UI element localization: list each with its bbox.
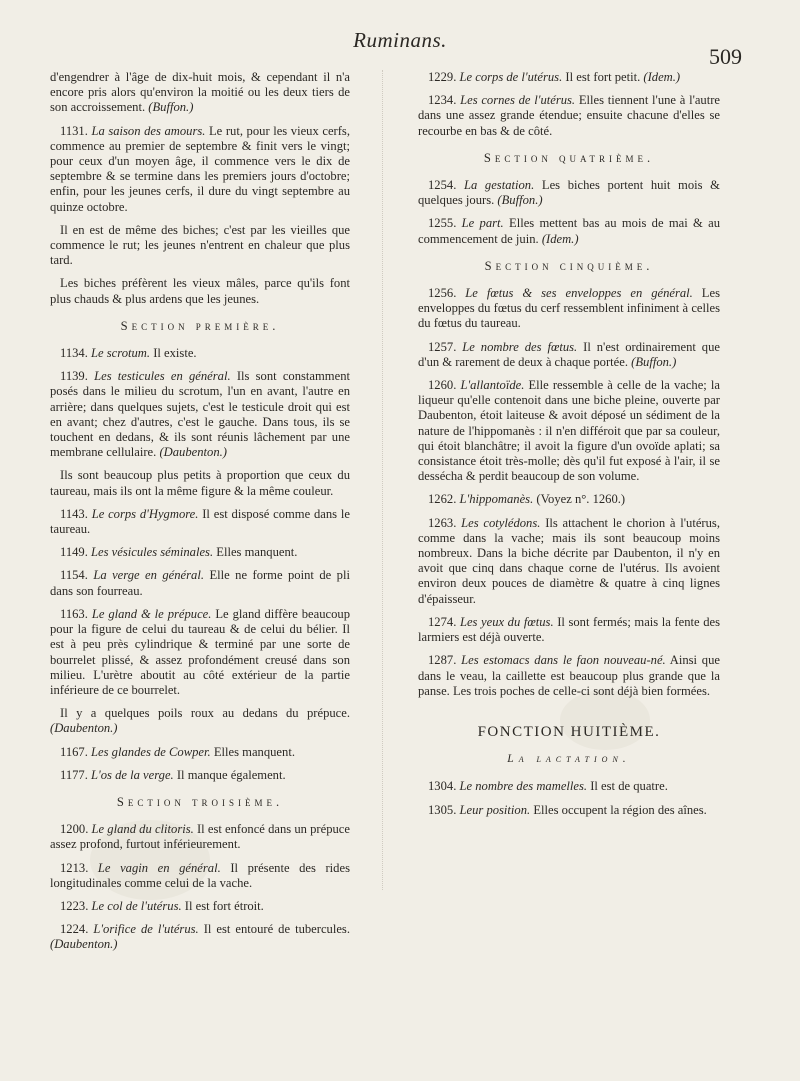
entry-title: Le vagin en général.	[97, 860, 221, 875]
page-header	[0, 22, 800, 69]
entry-number: 1223.	[60, 898, 89, 913]
entry-number: 1304.	[428, 779, 457, 794]
subsection-heading: La lactation.	[507, 753, 631, 766]
entry-paragraph	[418, 779, 720, 794]
entry-text: Il n'est ordinairement que d'un & rarement de deux à chaque portée.	[418, 339, 720, 369]
entry-title: La saison des amours.	[91, 123, 206, 138]
entry-text: Il est entouré de tubercules.	[203, 922, 350, 937]
right-column	[418, 70, 720, 826]
section-heading: Section troisième.	[116, 794, 284, 809]
entry-text: Il est fort étroit.	[184, 898, 264, 913]
entry-text: Il en est de même des biches; c'est par les vieilles que commence le rut; les jeunes n'entrent en chaleur que plus tard.	[50, 222, 350, 268]
entry-title: Le scrotum.	[91, 346, 151, 361]
entry-paragraph	[50, 745, 350, 760]
entry-paragraph	[50, 922, 350, 952]
entry-number: 1131.	[60, 123, 88, 138]
entry-title: Les testicules en général.	[94, 369, 231, 384]
section-heading: Section première.	[120, 318, 280, 333]
entry-text: Le rut, pour les vieux cerfs, commence au premier de septembre & finit vers le vingt; pour ceux d'un moyen âge, il commence vers le dix de septembre & se termine dans les premiers jours d'octobre; enfin, pour les jeunes cerfs, il dure du vingt septembre au quinze octobre.	[50, 123, 350, 214]
entry-paragraph	[50, 124, 350, 215]
entry-paragraph	[50, 568, 350, 598]
entry-number: 1254.	[428, 178, 457, 193]
entry-paragraph	[50, 276, 350, 306]
entry-text: Elles occupent la région des aînes.	[533, 802, 707, 817]
entry-title: Les glandes de Cowper.	[91, 744, 211, 759]
entry-text: Les biches portent huit mois & quelques jours.	[418, 178, 720, 208]
entry-text: Les enveloppes du fœtus du cerf ressemblent infiniment à celles du fœtus du taureau.	[418, 286, 720, 331]
entry-title: L'orifice de l'utérus.	[93, 922, 199, 937]
entry-paragraph	[418, 378, 720, 484]
entry-paragraph	[50, 607, 350, 698]
entry-title: L'hippomanès.	[459, 492, 534, 507]
entry-text: Elles manquent.	[216, 545, 298, 560]
entry-paragraph	[418, 286, 720, 332]
entry-paragraph	[418, 803, 720, 818]
entry-title: Les cotylédons.	[461, 515, 541, 530]
entry-text: Ils sont constamment posés dans le milieu du scrotum, l'un en avant, l'autre en arrière; dans quelques sujets, c'est le testicule droit qui est en avant; chez d'autres, c'est le gauche. Dans tous, ils se touchent en dedans, & ils sont réunis lâchement par une membrane cellulaire.	[50, 369, 350, 460]
entry-number: 1224.	[60, 922, 89, 937]
entry-paragraph	[418, 70, 720, 85]
entry-number: 1163.	[60, 606, 88, 621]
entry-paragraph	[50, 861, 350, 891]
entry-paragraph	[418, 615, 720, 645]
entry-text: Il sont fermés; mais la fente des larmiers est déjà ouverte.	[418, 614, 720, 645]
entry-paragraph	[50, 507, 350, 537]
entry-paragraph	[50, 768, 350, 783]
entry-text: Il présente des rides longitudinales comme celui de la vache.	[50, 860, 350, 890]
entry-title: Le part.	[461, 216, 504, 231]
section-heading: Section cinquième.	[484, 258, 654, 273]
entry-paragraph	[50, 822, 350, 852]
citation: (Daubenton.)	[50, 937, 118, 952]
entry-number: 1154.	[60, 568, 88, 583]
entry-paragraph	[418, 653, 720, 699]
entry-paragraph	[418, 340, 720, 370]
entry-paragraph	[418, 516, 720, 607]
entry-number: 1177.	[60, 767, 88, 782]
entry-number: 1167.	[60, 744, 88, 759]
entry-paragraph	[50, 346, 350, 361]
entry-title: Le corps de l'utérus.	[459, 70, 563, 84]
entry-number: 1229.	[428, 70, 457, 84]
citation: (Daubenton.)	[50, 721, 118, 736]
entry-paragraph	[418, 93, 720, 139]
entry-paragraph	[50, 468, 350, 498]
running-head: Ruminans.	[353, 28, 447, 52]
citation: (Buffon.)	[148, 100, 194, 115]
entry-text: d'engendrer à l'âge de dix-huit mois, & cependant il n'a encore pris alors qu'environ la moitié ou les deux tiers de son accroissement.	[50, 70, 350, 115]
entry-number: 1257.	[428, 339, 457, 354]
entry-paragraph	[418, 216, 720, 246]
entry-text: Elles manquent.	[213, 744, 295, 759]
citation: (Buffon.)	[497, 193, 543, 208]
entry-text: Elles mettent bas au mois de mai & au commencement de juin.	[418, 216, 721, 246]
entry-paragraph	[50, 223, 350, 269]
entry-title: Les vésicules séminales.	[91, 545, 214, 560]
citation: (Idem.)	[541, 231, 579, 246]
entry-text: Il est fort petit.	[565, 70, 641, 84]
entry-title: L'os de la verge.	[91, 767, 174, 782]
entry-number: 1213.	[60, 860, 89, 875]
citation: (Buffon.)	[631, 354, 677, 369]
entry-text: Il y a quelques poils roux au dedans du prépuce.	[60, 706, 350, 721]
entry-paragraph	[418, 492, 720, 507]
entry-title: Les cornes de l'utérus.	[460, 93, 576, 108]
entry-paragraph	[50, 706, 350, 736]
entry-text: Les biches préfèrent les vieux mâles, parce qu'ils font plus chauds & plus ardens que les jeunes.	[50, 276, 350, 306]
entry-number: 1305.	[428, 802, 457, 817]
entry-text: Il existe.	[153, 346, 197, 361]
entry-number: 1260.	[428, 378, 457, 393]
entry-title: Le col de l'utérus.	[91, 898, 182, 913]
entry-paragraph	[50, 70, 350, 116]
entry-text: Il est enfoncé dans un prépuce assez profond, furtout inférieurement.	[50, 822, 350, 852]
entry-text: Le gland diffère beaucoup pour la figure de celui du taureau & de celui du bélier. Il est à peu près cylindrique & terminé par une sorte de bourrelet plissé, & assez profondément creusé dans son milieu. L'urètre aboutit au côté extérieur de la partie inférieure de ce bourrelet.	[50, 606, 350, 697]
entry-number: 1274.	[428, 614, 457, 629]
entry-number: 1256.	[428, 286, 457, 301]
entry-title: Le gland & le prépuce.	[91, 606, 212, 621]
entry-number: 1149.	[60, 545, 88, 560]
entry-paragraph	[50, 369, 350, 460]
page-number: 509	[709, 44, 742, 69]
section-heading: Section quatrième.	[483, 150, 655, 165]
entry-text: Elles tiennent l'une à l'autre dans une assez grande étendue; ensuite chacune d'elles se recourbe en bas & de côté.	[418, 93, 721, 138]
entry-title: Le nombre des mamelles.	[459, 779, 588, 794]
entry-title: Le corps d'Hygmore.	[91, 506, 199, 521]
citation: (Daubenton.)	[159, 445, 227, 460]
column-divider	[382, 70, 383, 890]
entry-number: 1287.	[428, 653, 457, 668]
entry-text: Elle ressemble à celle de la vache; la liqueur qu'elle contenoit dans une biche pleine, ouverte par Daubenton, étoit laiteuse & avoit déposé un sédiment de la nature de l'hippomanès : il n'en différoit que par sa couleur, qui étoit blanchâtre; il avoit la figure d'un ovoïde aplati; sa consistance étoit très-molle; dès qu'il fut exposé à l'air, il se dessécha & perdit beaucoup de son volume.	[418, 378, 720, 484]
entry-title: Les estomacs dans le faon nouveau-né.	[461, 653, 666, 668]
entry-text: Il manque également.	[176, 767, 286, 782]
entry-title: Le nombre des fœtus.	[462, 339, 578, 354]
entry-paragraph	[418, 178, 720, 208]
entry-title: Les yeux du fœtus.	[459, 614, 554, 629]
entry-paragraph	[50, 899, 350, 914]
entry-number: 1263.	[428, 515, 457, 530]
entry-paragraph	[50, 545, 350, 560]
entry-number: 1143.	[60, 506, 88, 521]
left-column	[50, 70, 350, 961]
entry-text: Il est de quatre.	[590, 779, 668, 794]
entry-title: Le fœtus & ses enveloppes en général.	[465, 286, 693, 301]
entry-title: La gestation.	[463, 178, 535, 193]
entry-text: Ils sont beaucoup plus petits à proportion que ceux du taureau, mais ils ont la même figure & la même couleur.	[50, 468, 350, 498]
entry-title: Le gland du clitoris.	[91, 822, 194, 837]
entry-title: Leur position.	[459, 802, 531, 817]
entry-title: La verge en général.	[93, 568, 204, 583]
entry-title: L'allantoïde.	[460, 378, 525, 393]
entry-text: (Voyez n°. 1260.)	[536, 492, 626, 507]
function-heading: FONCTION HUITIÈME.	[477, 723, 661, 740]
entry-number: 1139.	[60, 369, 88, 384]
entry-text: Ils attachent le chorion à l'utérus, comme dans la vache; mais ils sont beaucoup moins nombreux. Dans la biche décrite par Daubenton, il n'y en avoit que cinq dans chaque corne de l'utérus. Ils avoient environ deux pouces de diamètre & quatre à cinq lignes d'épaisseur.	[418, 515, 720, 606]
entry-number: 1200.	[60, 822, 89, 837]
citation: (Idem.)	[643, 70, 681, 84]
entry-text: Elle ne forme point de pli dans son fourreau.	[50, 568, 350, 598]
entry-number: 1255.	[428, 216, 457, 231]
entry-number: 1262.	[428, 492, 457, 507]
entry-number: 1134.	[60, 346, 88, 361]
entry-text: Ainsi que dans le veau, la caillette est beaucoup plus grande que la panse. Les trois poches de celle-ci sont déjà bien formées.	[418, 653, 720, 698]
entry-text: Il est disposé comme dans le taureau.	[50, 506, 350, 537]
entry-number: 1234.	[428, 93, 457, 108]
